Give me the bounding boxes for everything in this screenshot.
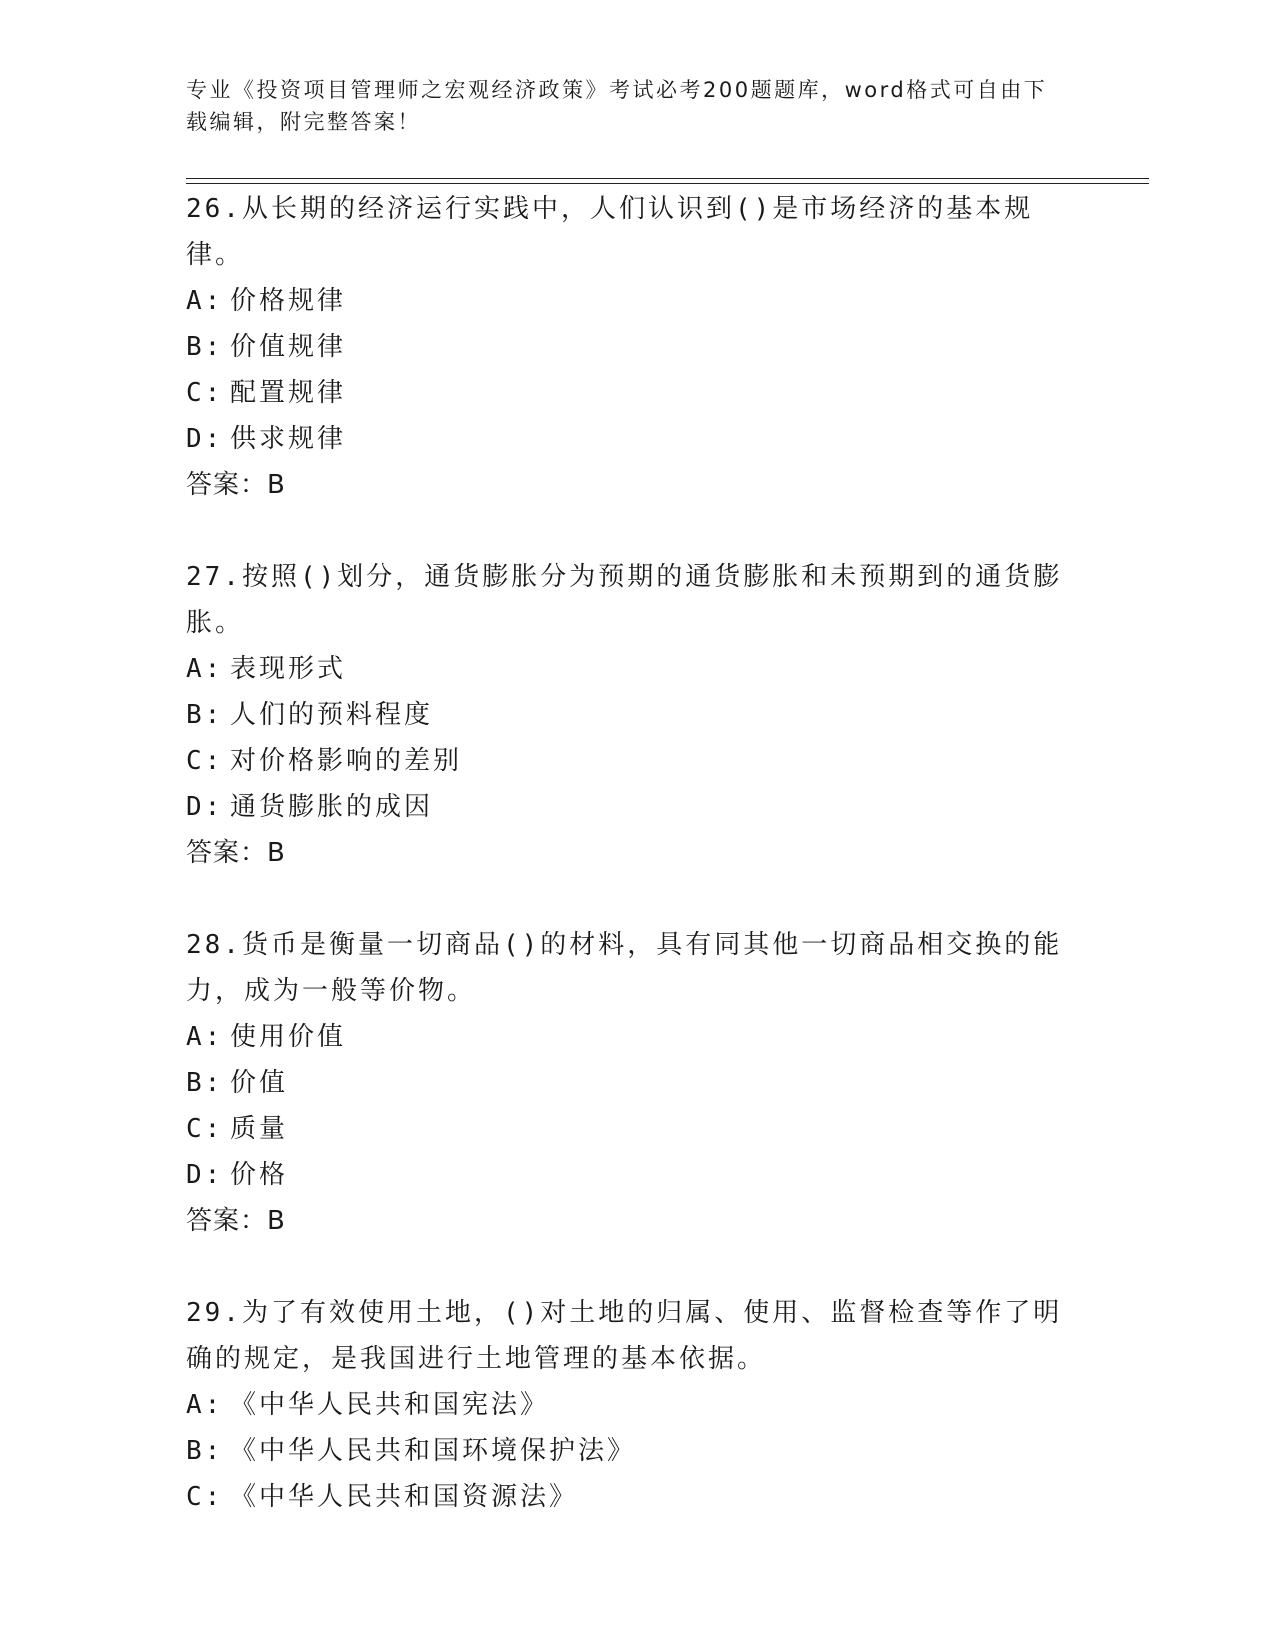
option-text: 供求规律 bbox=[230, 424, 347, 454]
option-letter: D: bbox=[186, 792, 224, 822]
answer-label: 答案：B bbox=[186, 838, 286, 868]
option-text: 《中华人民共和国资源法》 bbox=[230, 1482, 579, 1512]
option-d bbox=[186, 784, 1086, 830]
question-text: 28.货币是衡量一切商品()的材料，具有同其他一切商品相交换的能力，成为一般等价物。 bbox=[186, 930, 1063, 1006]
option-text: 《中华人民共和国宪法》 bbox=[230, 1390, 550, 1420]
option-letter: B: bbox=[186, 332, 224, 362]
option-text: 《中华人民共和国环境保护法》 bbox=[230, 1436, 637, 1466]
option-b bbox=[186, 324, 1086, 370]
option-d bbox=[186, 1152, 1086, 1198]
option-letter: B: bbox=[186, 700, 224, 730]
option-letter: B: bbox=[186, 1436, 224, 1466]
document-header: 专业《投资项目管理师之宏观经济政策》考试必考200题题库，word格式可自由下载编辑，附完整答案！ bbox=[186, 78, 1048, 134]
option-letter: A: bbox=[186, 654, 224, 684]
option-text: 使用价值 bbox=[230, 1022, 347, 1052]
option-b bbox=[186, 1428, 1086, 1474]
option-text: 配置规律 bbox=[230, 378, 347, 408]
answer-label: 答案：B bbox=[186, 470, 286, 500]
option-b bbox=[186, 1060, 1086, 1106]
header-divider-bottom bbox=[186, 183, 1149, 184]
option-c bbox=[186, 738, 1086, 784]
option-text: 对价格影响的差别 bbox=[230, 746, 463, 776]
option-text: 质量 bbox=[230, 1114, 289, 1144]
option-letter: D: bbox=[186, 424, 224, 454]
option-c bbox=[186, 370, 1086, 416]
option-text: 价格规律 bbox=[230, 286, 347, 316]
option-letter: C: bbox=[186, 1114, 224, 1144]
option-d bbox=[186, 416, 1086, 462]
option-a bbox=[186, 1014, 1086, 1060]
question-text: 26.从长期的经济运行实践中，人们认识到()是市场经济的基本规律。 bbox=[186, 194, 1034, 270]
question-27 bbox=[186, 554, 1086, 876]
option-a bbox=[186, 646, 1086, 692]
option-letter: A: bbox=[186, 286, 224, 316]
option-text: 价格 bbox=[230, 1160, 289, 1190]
option-text: 通货膨胀的成因 bbox=[230, 792, 434, 822]
option-letter: C: bbox=[186, 1482, 224, 1512]
option-letter: C: bbox=[186, 378, 224, 408]
question-29 bbox=[186, 1290, 1086, 1520]
option-letter: A: bbox=[186, 1390, 224, 1420]
question-text: 27.按照()划分，通货膨胀分为预期的通货膨胀和未预期到的通货膨胀。 bbox=[186, 562, 1063, 638]
header-divider-top bbox=[186, 178, 1149, 179]
option-text: 价值 bbox=[230, 1068, 289, 1098]
question-list bbox=[186, 186, 1086, 1520]
option-letter: A: bbox=[186, 1022, 224, 1052]
option-a bbox=[186, 278, 1086, 324]
option-text: 价值规律 bbox=[230, 332, 347, 362]
option-letter: C: bbox=[186, 746, 224, 776]
option-b bbox=[186, 692, 1086, 738]
question-28 bbox=[186, 922, 1086, 1244]
question-text: 29.为了有效使用土地，()对土地的归属、使用、监督检查等作了明确的规定，是我国进行土地管理的基本依据。 bbox=[186, 1298, 1063, 1374]
answer-label: 答案：B bbox=[186, 1206, 286, 1236]
option-letter: D: bbox=[186, 1160, 224, 1190]
option-text: 表现形式 bbox=[230, 654, 347, 684]
option-letter: B: bbox=[186, 1068, 224, 1098]
question-26 bbox=[186, 186, 1086, 508]
option-c bbox=[186, 1106, 1086, 1152]
option-a bbox=[186, 1382, 1086, 1428]
option-text: 人们的预料程度 bbox=[230, 700, 434, 730]
option-c bbox=[186, 1474, 1086, 1520]
